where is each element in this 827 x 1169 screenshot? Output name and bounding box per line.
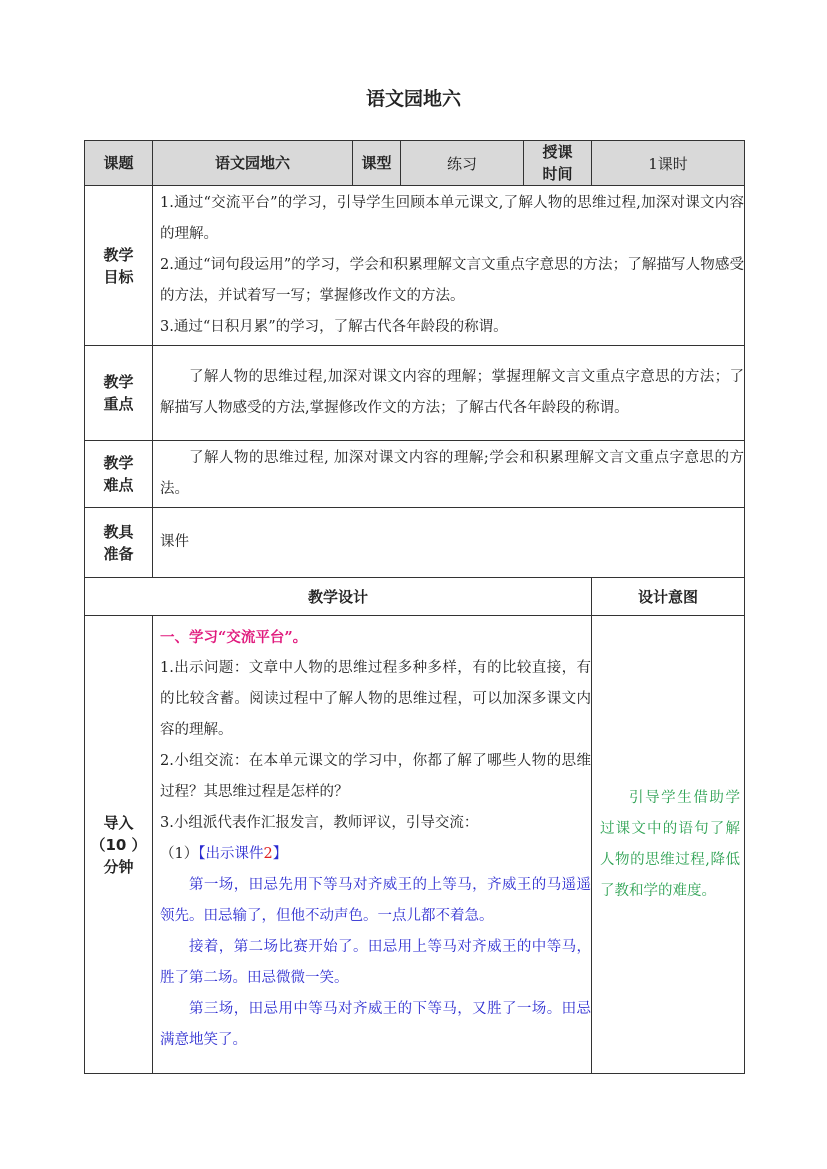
goals-row [85, 186, 745, 346]
intro-paragraph-4 [160, 839, 591, 870]
key-points-row [85, 346, 745, 441]
key-points-label-line1: 教学 [103, 373, 134, 391]
intent-header: 设计意图 [592, 578, 745, 616]
difficulties-row [85, 441, 745, 508]
intro-paragraph-3: 3.小组派代表作汇报发言，教师评议，引导交流： [160, 815, 479, 831]
materials-label-line1: 教具 [103, 522, 134, 541]
design-header: 教学设计 [85, 578, 592, 616]
time-label-line1: 授课 [542, 143, 573, 161]
goals-label-line1: 教学 [103, 245, 134, 264]
intro-label-line1: 导入 [103, 813, 134, 832]
materials-label [85, 508, 153, 578]
intro-label-paren-close: ） [126, 835, 147, 854]
goal-item-3: 3.通过“日积月累”的学习，了解古代各年龄段的称谓。 [160, 319, 508, 335]
courseware-close: 】 [272, 846, 288, 862]
goals-label-line2: 目标 [103, 267, 134, 286]
intro-content [153, 616, 592, 1074]
type-label: 课型 [353, 141, 401, 186]
goals-label [85, 186, 153, 346]
time-label-line2: 时间 [542, 165, 573, 183]
goal-item-1: 1.通过“交流平台”的学习，引导学生回顾本单元课文,了解人物的思维过程,加深对课文内容的理解。 [160, 195, 744, 242]
intro-label-line3: 分钟 [103, 857, 134, 876]
key-points-content: 了解人物的思维过程,加深对课文内容的理解；掌握理解文言文重点字意思的方法；了解描写人物感受的方法,掌握修改作文的方法；了解古代各年龄段的称谓。 [153, 346, 745, 441]
topic-value: 语文园地六 [153, 141, 353, 186]
intro-paragraph-2: 2.小组交流：在本单元课文的学习中，你都了解了哪些人物的思维过程？其思维过程是怎样的？ [160, 753, 591, 800]
difficulties-label [85, 441, 153, 508]
quote-paragraph-3: 第三场，田忌用中等马对齐威王的下等马，又胜了一场。田忌满意地笑了。 [160, 1001, 591, 1048]
key-points-label [85, 346, 153, 441]
quote-paragraph-1: 第一场，田忌先用下等马对齐威王的上等马，齐威王的马遥遥领先。田忌输了，但他不动声色。一点儿都不着急。 [160, 877, 591, 924]
difficulties-content: 了解人物的思维过程, 加深对课文内容的理解;学会和积累理解文言文重点字意思的方法。 [153, 441, 745, 508]
header-row [85, 141, 745, 186]
difficulties-label-line1: 教学 [103, 454, 134, 472]
materials-label-line2: 准备 [103, 544, 134, 563]
intro-heading: 一、学习“交流平台”。 [160, 629, 308, 646]
intro-label-line2 [85, 834, 152, 856]
materials-row [85, 508, 745, 578]
intro-row [85, 616, 745, 1074]
time-value: 1课时 [592, 141, 745, 186]
page-title: 语文园地六 [365, 88, 461, 110]
intro-intent: 引导学生借助学过课文中的语句了解人物的思维过程,降低了教和学的难度。 [592, 616, 745, 1074]
intro-label-paren-open: （ [90, 835, 106, 854]
key-points-label-line2: 重点 [103, 395, 134, 413]
goal-item-2: 2.通过“词句段运用”的学习，学会和积累理解文言文重点字意思的方法；了解描写人物感受的方法，并试着写一写；掌握修改作文的方法。 [160, 257, 744, 304]
intro-label [85, 616, 153, 1074]
difficulties-label-line2: 难点 [103, 476, 134, 494]
courseware-label: 【出示课件 [198, 846, 264, 862]
intro-paragraph-1: 1.出示问题：文章中人物的思维过程多种多样，有的比较直接，有的比较含蓄。阅读过程中了解人物的思维过程，可以加深多课文内容的理解。 [160, 660, 591, 738]
courseware-prefix: （1） [160, 846, 199, 862]
design-header-row [85, 578, 745, 616]
goals-content [153, 186, 745, 346]
time-label [524, 141, 592, 186]
type-value: 练习 [401, 141, 524, 186]
quote-paragraph-2: 接着，第二场比赛开始了。田忌用上等马对齐威王的中等马，胜了第二场。田忌微微一笑。 [160, 939, 591, 986]
courseware-number: 2 [263, 846, 273, 862]
lesson-plan-table [84, 140, 745, 1074]
intro-label-minutes: 10 [105, 835, 127, 854]
materials-content: 课件 [153, 508, 745, 578]
topic-label: 课题 [85, 141, 153, 186]
